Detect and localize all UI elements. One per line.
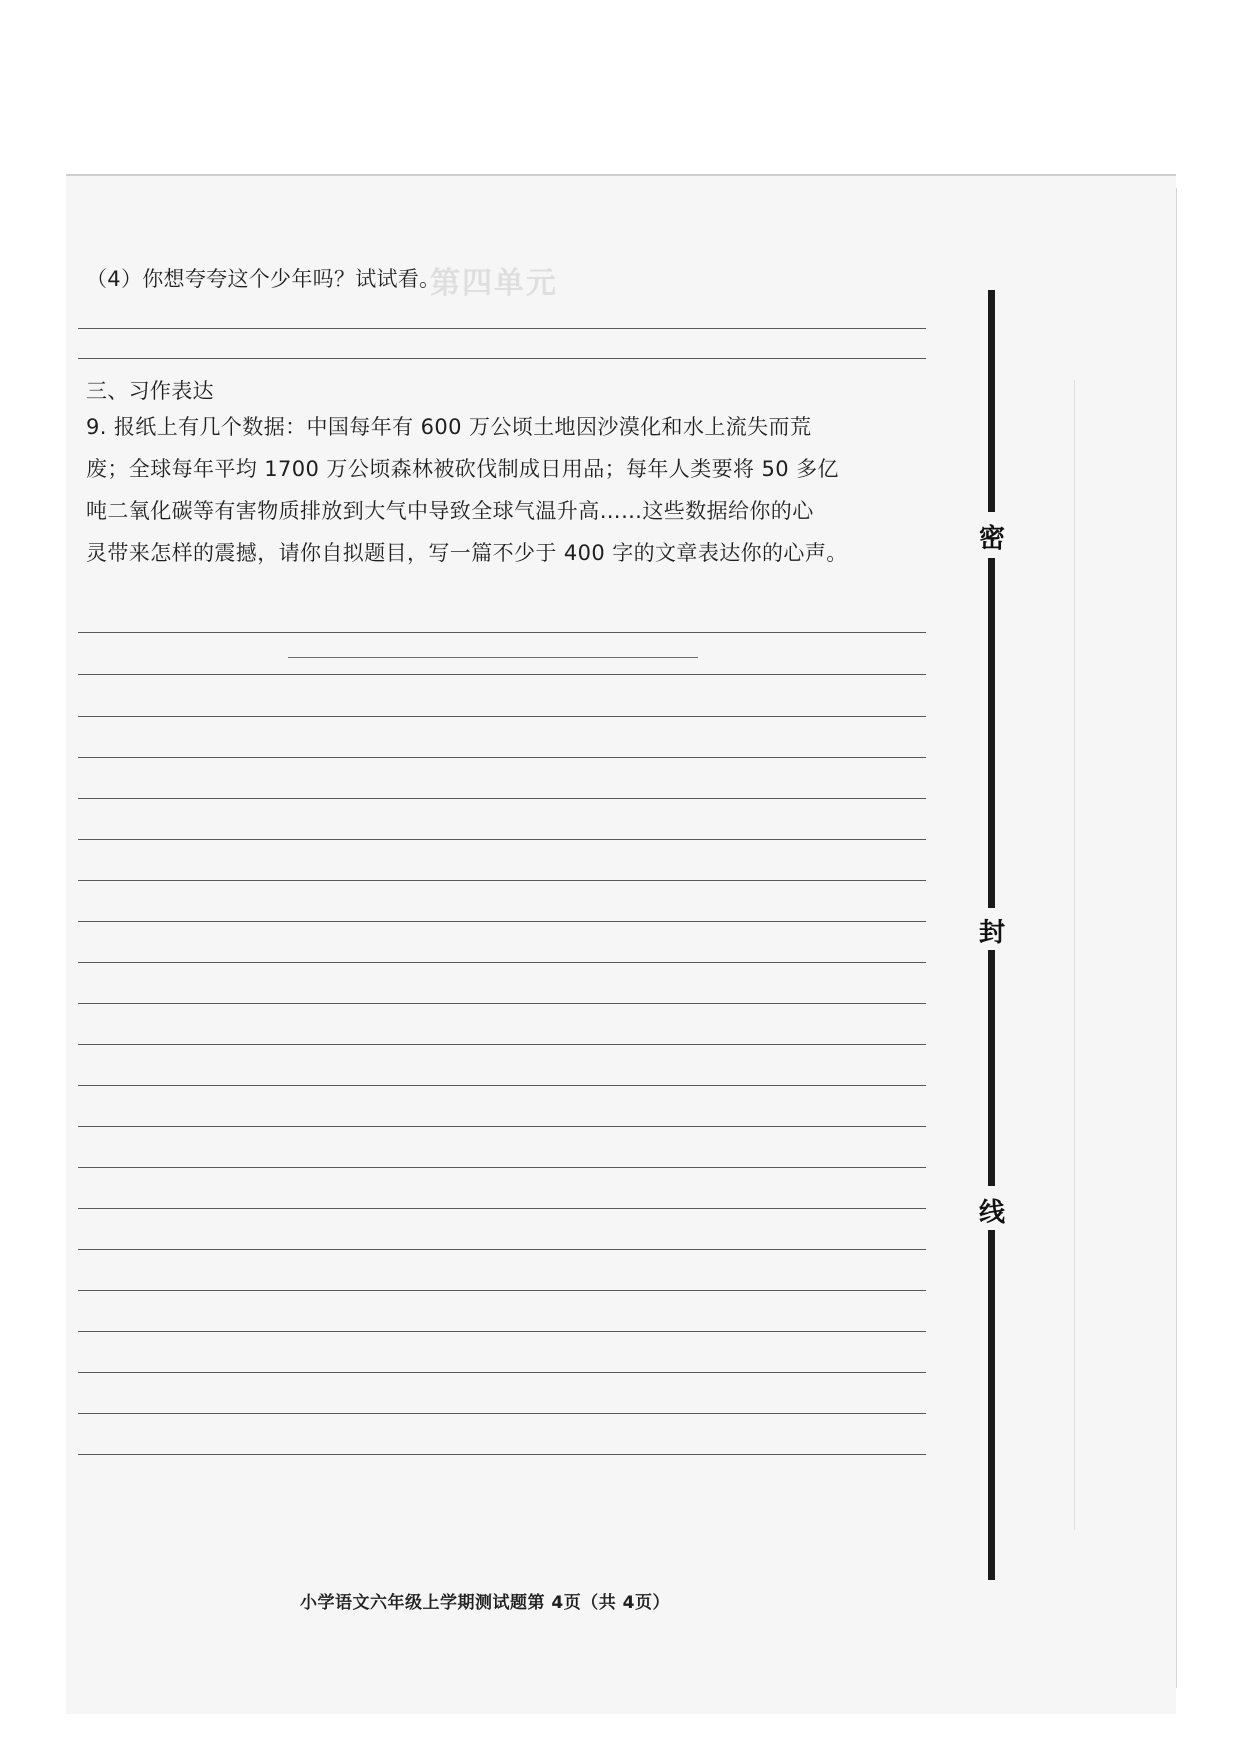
sheet-top-edge [66,174,1176,176]
writing-line [78,880,926,881]
binding-mark-line: 线 [976,1192,1008,1229]
question-9-line: 灵带来怎样的震撼，请你自拟题目，写一篇不少于 400 字的文章表达你的心声。 [86,541,848,565]
writing-line [78,1413,926,1414]
writing-line [78,757,926,758]
binding-line-segment [988,1230,995,1580]
side-field-line [1074,380,1075,1530]
question-9-line: 废；全球每年平均 1700 万公顷森林被砍伐制成日用品；每年人类要将 50 多亿 [86,457,839,481]
writing-line [78,921,926,922]
writing-line [78,1290,926,1291]
binding-line-segment [988,290,995,512]
exam-sheet [66,174,1176,1714]
title-blank-line [288,657,698,658]
sheet-right-edge [1176,188,1177,1688]
writing-line [78,1249,926,1250]
section-3-title: 三、习作表达 [86,379,214,403]
writing-line [78,674,926,675]
writing-line [78,839,926,840]
question-9-line: 吨二氧化碳等有害物质排放到大气中导致全球气温升高……这些数据给你的心 [86,499,814,523]
binding-line-segment [988,950,995,1186]
writing-line [78,716,926,717]
writing-line [78,1331,926,1332]
question-9 [86,406,848,574]
binding-mark-close: 封 [976,912,1008,949]
writing-line [78,1454,926,1455]
question-4: （4）你想夸夸这个少年吗？试试看。 [86,267,441,291]
answer-line [78,328,926,329]
writing-line [78,1003,926,1004]
binding-mark-seal: 密 [976,518,1008,555]
binding-line-segment [988,558,995,908]
writing-line [78,1126,926,1127]
writing-line [78,962,926,963]
writing-line [78,798,926,799]
show-through-title: 第四单元 [430,266,558,301]
question-9-line: 9. 报纸上有几个数据：中国每年有 600 万公顷土地因沙漠化和水上流失而荒 [86,415,812,439]
writing-line [78,632,926,633]
writing-line [78,1085,926,1086]
writing-line [78,1208,926,1209]
writing-line [78,1372,926,1373]
writing-line [78,1167,926,1168]
answer-line [78,358,926,359]
page-footer: 小学语文六年级上学期测试题第 4页（共 4页） [300,1593,670,1613]
writing-line [78,1044,926,1045]
